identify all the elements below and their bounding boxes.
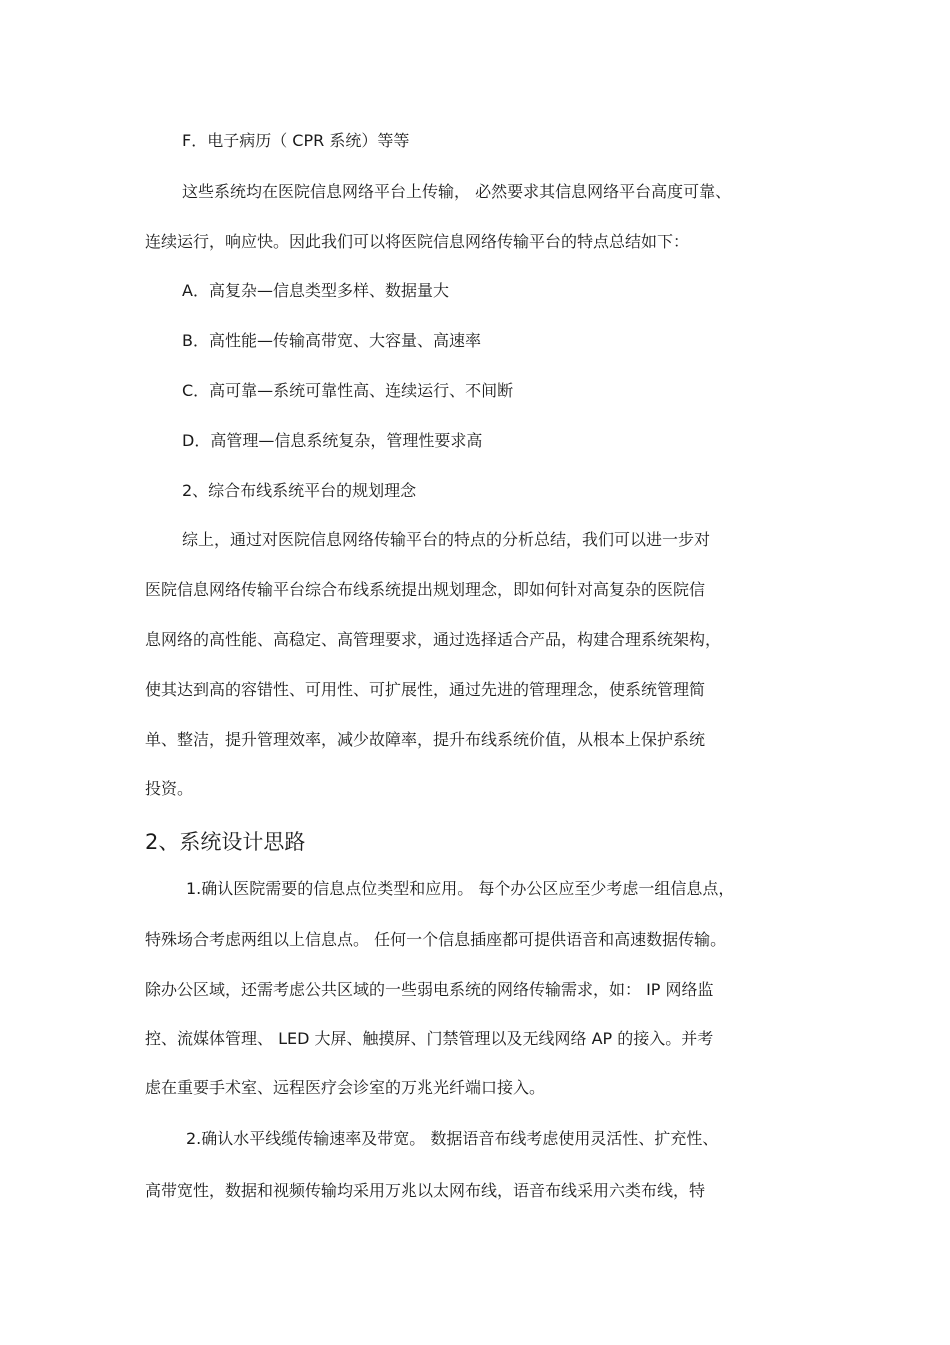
paragraph-line: 虑在重要手术室、远程医疗会诊室的万兆光纤端口接入。 [145, 1078, 546, 1097]
paragraph-line: 单、整洁，提升管理效率，减少故障率，提升布线系统价值，从根本上保护系统 [145, 730, 706, 749]
paragraph-line: 除办公区域，还需考虑公共区域的一些弱电系统的网络传输需求，如： IP 网络监 [145, 980, 714, 999]
list-item-b: B．高性能—传输高带宽、大容量、高速率 [182, 331, 481, 350]
list-item-a: A．高复杂—信息类型多样、数据量大 [182, 281, 449, 300]
list-item-d: D．高管理—信息系统复杂，管理性要求高 [182, 431, 483, 450]
paragraph-line: 控、流媒体管理、 LED 大屏、触摸屏、门禁管理以及无线网络 AP 的接入。并考 [145, 1029, 714, 1048]
paragraph-line: 1.确认医院需要的信息点位类型和应用。 每个办公区应至少考虑一组信息点， [186, 879, 735, 898]
paragraph-line: 使其达到高的容错性、可用性、可扩展性，通过先进的管理理念，使系统管理简 [145, 680, 706, 699]
list-item-f: F．电子病历（ CPR 系统）等等 [182, 131, 410, 150]
paragraph-line: 综上，通过对医院信息网络传输平台的特点的分析总结，我们可以进一步对 [182, 530, 711, 549]
paragraph-line: 连续运行，响应快。因此我们可以将医院信息网络传输平台的特点总结如下： [145, 232, 690, 251]
section-heading: 2、系统设计思路 [145, 830, 306, 854]
paragraph-line: 特殊场合考虑两组以上信息点。 任何一个信息插座都可提供语音和高速数据传输。 [145, 930, 727, 949]
paragraph-line: 这些系统均在医院信息网络平台上传输， 必然要求其信息网络平台高度可靠、 [182, 182, 732, 201]
paragraph-line: 投资。 [145, 779, 194, 798]
paragraph-line: 医院信息网络传输平台综合布线系统提出规划理念，即如何针对高复杂的医院信 [145, 580, 706, 599]
paragraph-line: 2.确认水平线缆传输速率及带宽。 数据语音布线考虑使用灵活性、扩充性、 [186, 1129, 719, 1148]
list-item-c: C．高可靠—系统可靠性高、连续运行、不间断 [182, 381, 514, 400]
subheading: 2、综合布线系统平台的规划理念 [182, 481, 417, 500]
paragraph-line: 息网络的高性能、高稳定、高管理要求，通过选择适合产品，构建合理系统架构， [145, 630, 722, 649]
paragraph-line: 高带宽性，数据和视频传输均采用万兆以太网布线，语音布线采用六类布线，特 [145, 1181, 706, 1200]
